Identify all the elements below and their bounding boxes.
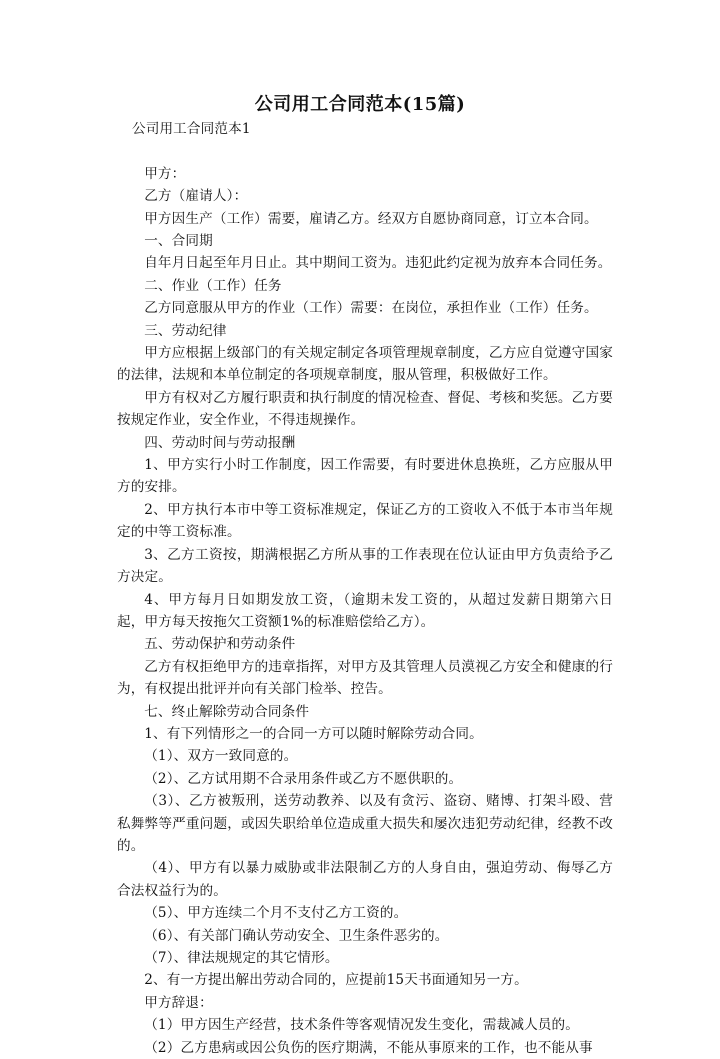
section-heading-protection: 五、劳动保护和劳动条件 (144, 636, 296, 653)
hours-pay-item-2: 2、甲方执行本市中等工资标准规定，保证乙方的工资收入不低于本市当年规定的中等工资标准。 (117, 501, 613, 541)
hours-pay-item-3: 3、乙方工资按，期满根据乙方所从事的工作表现在位认证由甲方负责给予乙方决定。 (117, 546, 613, 586)
dismissal-heading: 甲方辞退： (144, 994, 213, 1011)
party-a-line: 甲方： (144, 165, 186, 182)
document-body (117, 118, 613, 1059)
protection-text: 乙方有权拒绝甲方的违章指挥，对甲方及其管理人员漠视乙方安全和健康的行为，有权提出批评并向有关部门检举、控告。 (117, 658, 613, 698)
term-text: 自年月日起至年月日止。其中期间工资为。违犯此约定视为放弃本合同任务。 (144, 255, 612, 272)
section-heading-discipline: 三、劳动纪律 (144, 322, 227, 339)
discipline-text-1: 甲方应根据上级部门的有关规定制定各项管理规章制度，乙方应自觉遵守国家的法律，法规和本单位制定的各项规章制度，服从管理，积极做好工作。 (117, 345, 613, 384)
discipline-text-2: 甲方有权对乙方履行职责和执行制度的情况检查、督促、考核和奖惩。乙方要按规定作业，安全作业，不得违规操作。 (117, 389, 613, 429)
section-heading-termination: 七、终止解除劳动合同条件 (144, 703, 310, 720)
termination-sub-6: （6）、有关部门确认劳动安全、卫生条件恶劣的。 (144, 927, 449, 944)
termination-sub-1: （1）、双方一致同意的。 (144, 748, 298, 765)
dismissal-item-1: （1）甲方因生产经营，技术条件等客观情况发生变化，需裁减人员的。 (144, 1017, 580, 1034)
party-b-line: 乙方（雇请人）： (144, 188, 248, 205)
termination-sub-5: （5）、甲方连续二个月不支付乙方工资的。 (144, 905, 408, 922)
termination-item-2: 2、有一方提出解出劳动合同的，应提前15天书面通知另一方。 (144, 972, 528, 989)
dismissal-item-2: （2）乙方患病或因公负伤的医疗期满，不能从事原来的工作，也不能从事 (144, 1039, 593, 1056)
blank-line (117, 140, 613, 162)
task-text: 乙方同意服从甲方的作业（工作）需要：在岗位，承担作业（工作）任务。 (144, 300, 598, 317)
termination-item-1: 1、有下列情形之一的合同一方可以随时解除劳动合同。 (144, 725, 483, 742)
section-heading-term: 一、合同期 (144, 233, 213, 250)
termination-sub-2: （2）、乙方试用期不合录用条件或乙方不愿供职的。 (144, 770, 463, 787)
termination-sub-3: （3）、乙方被叛刑，送劳动教养、以及有贪污、盗窃、赌博、打架斗殴、营私舞弊等严重问题，或因失职给单位造成重大损失和屡次违犯劳动纪律，经教不改的。 (117, 793, 613, 854)
document-title: 公司用工合同范本(15篇) (254, 94, 466, 115)
hours-pay-item-4: 4、甲方每月日如期发放工资，（逾期未发工资的，从超过发薪日期第六日起，甲方每天按拖欠工资额1%的标准赔偿给乙方）。 (117, 591, 613, 630)
termination-sub-4: （4）、甲方有以暴力威胁或非法限制乙方的人身自由，强迫劳动、侮辱乙方合法权益行为的。 (117, 860, 613, 899)
section-heading-task: 二、作业（工作）任务 (144, 277, 282, 294)
termination-sub-7: （7）、律法规规定的其它情形。 (144, 950, 339, 967)
hours-pay-item-1: 1、甲方实行小时工作制度，因工作需要，有时要进休息换班，乙方应服从甲方的安排。 (117, 457, 613, 496)
document-subtitle: 公司用工合同范本1 (131, 121, 251, 137)
contract-intro: 甲方因生产（工作）需要，雇请乙方。经双方自愿协商同意，订立本合同。 (144, 210, 598, 227)
section-heading-hours-pay: 四、劳动时间与劳动报酬 (144, 434, 296, 451)
